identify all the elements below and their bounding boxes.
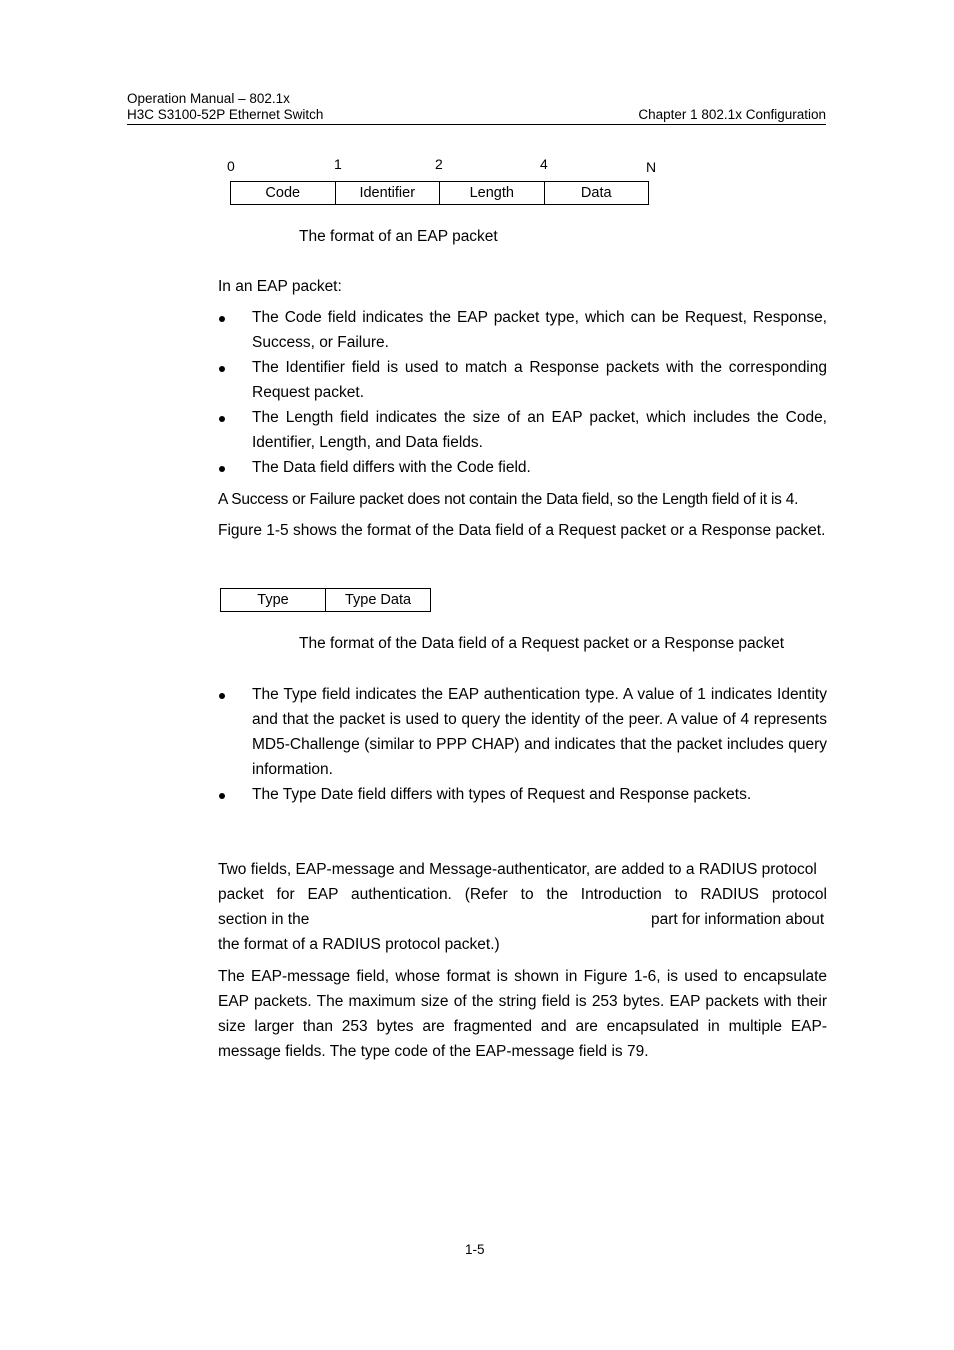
bullet-data-field: The Data field differs with the Code field. [252,459,531,476]
paragraph-figure-reference: Figure 1-5 shows the format of the Data field of a Request packet or a Response packet. [218,522,826,539]
eap-packet-intro: In an EAP packet: [218,278,342,295]
offset-label-n: N [646,159,657,175]
paragraph-length-note: A Success or Failure packet does not contain the Data field, so the Length field of it is 4. [218,491,799,508]
bullet-dot [219,316,225,322]
header-manual-title: Operation Manual – 802.1x [127,91,290,106]
paragraph-radius-line3-right: part for information about [651,911,825,928]
offset-label-4: 4 [540,156,548,172]
offset-label-1: 1 [334,156,342,172]
figure-caption-eap-packet: The format of an EAP packet [299,228,498,245]
field-type: Type [221,589,326,611]
header-product: H3C S3100-52P Ethernet Switch [127,107,324,122]
bullet-dot [219,366,225,372]
field-data: Data [580,185,612,201]
bullet-dot [219,793,225,799]
bullet-dot [219,466,225,472]
offset-label-2: 2 [435,156,443,172]
header-rule [127,124,826,125]
bullet-length-field: The Length field indicates the size of an EAP packet, which includes the Code, Identifier, Length, and Data fields. [252,409,827,451]
header-chapter: Chapter 1 802.1x Configuration [638,107,826,122]
bullet-identifier-field: The Identifier field is used to match a Response packets with the corresponding Request packet. [252,359,827,401]
field-length: Length [440,182,545,204]
page-number: 1-5 [465,1242,485,1257]
paragraph-radius-fields: Two fields, EAP-message and Message-authenticator, are added to a RADIUS protocol packet for EAP authentication. (Refer to the Introduction to RADIUS protocol [218,861,827,903]
paragraph-eap-message: The EAP-message field, whose format is shown in Figure 1-6, is used to encapsulate EAP packets. The maximum size of the string field is 253 bytes. EAP packets with their size larger than 253 bytes are fragmented and are encapsulated in multiple EAP-message fields. The type code of the EAP-message field is 79. [218,968,827,1060]
paragraph-radius-line4: the format of a RADIUS protocol packet.) [218,936,500,953]
data-field-format-table [220,588,431,612]
offset-label-0: 0 [227,158,235,174]
figure-caption-data-field: The format of the Data field of a Request packet or a Response packet [299,635,785,652]
paragraph-radius-line3-left: section in the [218,911,310,928]
bullet-code-field: The Code field indicates the EAP packet type, which can be Request, Response, Success, or Failure. [252,309,827,351]
bullet-dot [219,693,225,699]
bullet-type-date-field: The Type Date field differs with types of Request and Response packets. [252,786,752,803]
field-code: Code [231,182,336,204]
field-identifier: Identifier [336,182,441,204]
bullet-type-field: The Type field indicates the EAP authentication type. A value of 1 indicates Identity and that the packet is used to query the identity of the peer. A value of 4 represents MD5-Challenge (similar to PPP CHAP) and indicates that the packet includes query information. [252,686,827,778]
eap-packet-format-table [230,181,649,205]
bullet-dot [219,416,225,422]
field-type-data: Type Data [344,592,412,608]
